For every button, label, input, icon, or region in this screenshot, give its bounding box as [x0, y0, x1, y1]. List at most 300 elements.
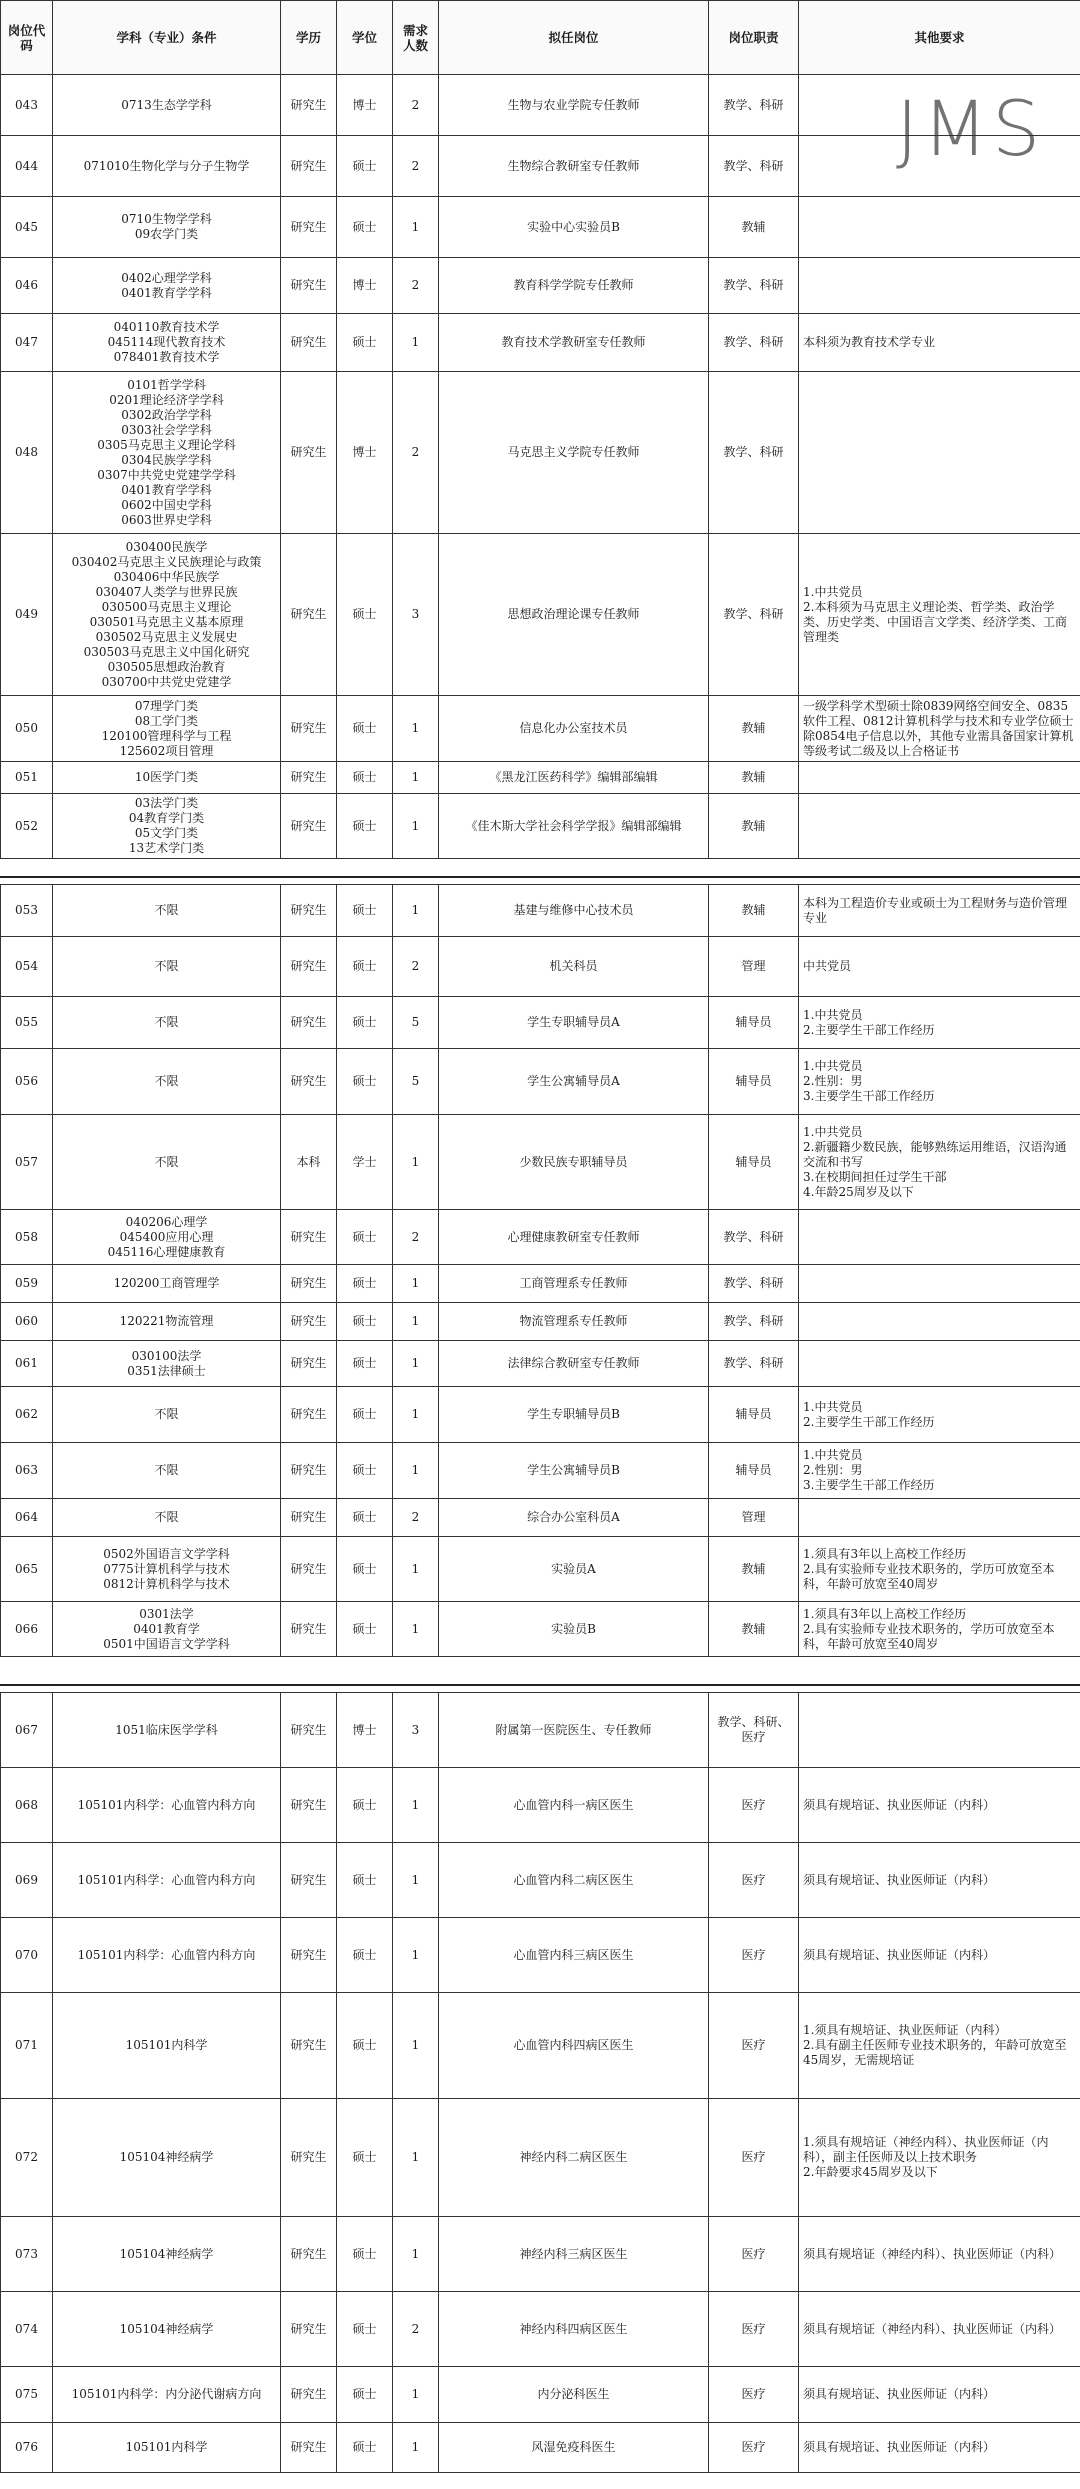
cell-education: 研究生	[281, 1499, 337, 1537]
cell-count: 3	[393, 1693, 439, 1768]
cell-degree: 硕士	[337, 534, 393, 696]
cell-code: 056	[1, 1049, 53, 1115]
cell-other: 1.须具有规培证（神经内科）、执业医师证（内科），副主任医师及以上技术职务 2.年龄要求45周岁及以下	[799, 2099, 1080, 2217]
table-row	[1, 885, 1080, 937]
cell-count: 2	[393, 1499, 439, 1537]
cell-code: 043	[1, 75, 53, 136]
cell-education: 研究生	[281, 2099, 337, 2217]
header-education: 学历	[281, 1, 337, 75]
cell-count: 2	[393, 372, 439, 534]
cell-degree: 硕士	[337, 937, 393, 997]
cell-duty: 辅导员	[709, 1115, 799, 1210]
cell-education: 研究生	[281, 997, 337, 1049]
cell-subject: 不限	[53, 1443, 281, 1499]
header-degree: 学位	[337, 1, 393, 75]
cell-duty: 教辅	[709, 696, 799, 762]
cell-count: 1	[393, 2367, 439, 2423]
table-row	[1, 372, 1080, 534]
table-section-3	[0, 1692, 1080, 2473]
cell-duty: 教辅	[709, 885, 799, 937]
cell-duty: 管理	[709, 937, 799, 997]
cell-subject: 040206心理学 045400应用心理 045116心理健康教育	[53, 1210, 281, 1265]
table-row	[1, 1993, 1080, 2099]
cell-code: 076	[1, 2423, 53, 2473]
cell-code: 047	[1, 314, 53, 372]
cell-count: 2	[393, 258, 439, 314]
cell-code: 064	[1, 1499, 53, 1537]
job-table-3	[0, 1692, 1080, 2473]
cell-other	[799, 1210, 1080, 1265]
cell-post: 信息化办公室技术员	[439, 696, 709, 762]
cell-degree: 硕士	[337, 1265, 393, 1303]
cell-degree: 硕士	[337, 1210, 393, 1265]
cell-other	[799, 136, 1080, 197]
cell-other: 1.须具有3年以上高校工作经历 2.具有实验师专业技术职务的，学历可放宽至本科，年龄可放宽至40周岁	[799, 1602, 1080, 1657]
cell-count: 1	[393, 1602, 439, 1657]
table-row	[1, 1499, 1080, 1537]
cell-degree: 硕士	[337, 794, 393, 859]
cell-other: 1.须具有规培证、执业医师证（内科） 2.具有副主任医师专业技术职务的，年龄可放宽至45周岁，无需规培证	[799, 1993, 1080, 2099]
cell-duty: 医疗	[709, 2367, 799, 2423]
cell-code: 068	[1, 1768, 53, 1843]
table-row	[1, 75, 1080, 136]
cell-degree: 硕士	[337, 696, 393, 762]
cell-education: 研究生	[281, 1265, 337, 1303]
cell-degree: 硕士	[337, 2099, 393, 2217]
cell-other	[799, 372, 1080, 534]
cell-degree: 硕士	[337, 197, 393, 258]
table-row	[1, 937, 1080, 997]
cell-other: 1.中共党员 2.新疆籍少数民族，能够熟练运用维语，汉语沟通交流和书写 3.在校期间担任过学生干部 4.年龄25周岁及以下	[799, 1115, 1080, 1210]
cell-subject: 105104神经病学	[53, 2292, 281, 2367]
cell-subject: 105101内科学：心血管内科方向	[53, 1918, 281, 1993]
cell-degree: 硕士	[337, 997, 393, 1049]
cell-code: 058	[1, 1210, 53, 1265]
cell-education: 研究生	[281, 1768, 337, 1843]
cell-subject: 105101内科学：心血管内科方向	[53, 1768, 281, 1843]
cell-degree: 硕士	[337, 2217, 393, 2292]
cell-degree: 硕士	[337, 2292, 393, 2367]
cell-duty: 医疗	[709, 1843, 799, 1918]
cell-other: 须具有规培证、执业医师证（内科）	[799, 1768, 1080, 1843]
cell-subject: 0502外国语言文学学科 0775计算机科学与技术 0812计算机科学与技术	[53, 1537, 281, 1602]
cell-other: 须具有规培证、执业医师证（内科）	[799, 1918, 1080, 1993]
cell-post: 学生专职辅导员B	[439, 1387, 709, 1443]
cell-subject: 不限	[53, 1387, 281, 1443]
cell-post: 风湿免疫科医生	[439, 2423, 709, 2473]
cell-post: 《黑龙江医药科学》编辑部编辑	[439, 762, 709, 794]
cell-duty: 辅导员	[709, 1387, 799, 1443]
cell-post: 神经内科三病区医生	[439, 2217, 709, 2292]
cell-post: 基建与维修中心技术员	[439, 885, 709, 937]
cell-degree: 硕士	[337, 1993, 393, 2099]
cell-code: 055	[1, 997, 53, 1049]
cell-code: 060	[1, 1303, 53, 1341]
table-row	[1, 1693, 1080, 1768]
cell-code: 053	[1, 885, 53, 937]
cell-other	[799, 762, 1080, 794]
cell-post: 教育科学学院专任教师	[439, 258, 709, 314]
table-row	[1, 1115, 1080, 1210]
cell-duty: 医疗	[709, 2292, 799, 2367]
cell-subject: 105104神经病学	[53, 2217, 281, 2292]
cell-degree: 硕士	[337, 1918, 393, 1993]
cell-duty: 教学、科研	[709, 75, 799, 136]
cell-count: 1	[393, 1265, 439, 1303]
cell-code: 066	[1, 1602, 53, 1657]
cell-code: 044	[1, 136, 53, 197]
table-row	[1, 1537, 1080, 1602]
cell-education: 本科	[281, 1115, 337, 1210]
cell-degree: 博士	[337, 372, 393, 534]
cell-code: 045	[1, 197, 53, 258]
cell-other: 本科须为教育技术学专业	[799, 314, 1080, 372]
table-row	[1, 534, 1080, 696]
cell-count: 1	[393, 1443, 439, 1499]
section-divider	[0, 876, 1080, 884]
cell-degree: 硕士	[337, 1303, 393, 1341]
cell-other	[799, 794, 1080, 859]
cell-post: 心血管内科二病区医生	[439, 1843, 709, 1918]
cell-other	[799, 1265, 1080, 1303]
cell-code: 057	[1, 1115, 53, 1210]
cell-other: 本科为工程造价专业或硕士为工程财务与造价管理专业	[799, 885, 1080, 937]
cell-subject: 0101哲学学科 0201理论经济学学科 0302政治学学科 0303社会学学科 0305马克思主义理论学科 0304民族学学科 0307中共党史党建学学科 0401教育学学科 0602中国史学科 0603世界史学科	[53, 372, 281, 534]
cell-code: 074	[1, 2292, 53, 2367]
table-row	[1, 197, 1080, 258]
cell-degree: 硕士	[337, 762, 393, 794]
cell-post: 生物与农业学院专任教师	[439, 75, 709, 136]
table-row	[1, 1602, 1080, 1657]
cell-post: 神经内科四病区医生	[439, 2292, 709, 2367]
cell-duty: 医疗	[709, 1918, 799, 1993]
cell-education: 研究生	[281, 762, 337, 794]
cell-count: 1	[393, 1918, 439, 1993]
cell-education: 研究生	[281, 1303, 337, 1341]
cell-subject: 0402心理学学科 0401教育学学科	[53, 258, 281, 314]
cell-degree: 硕士	[337, 2367, 393, 2423]
header-post: 拟任岗位	[439, 1, 709, 75]
cell-degree: 硕士	[337, 1843, 393, 1918]
cell-count: 5	[393, 1049, 439, 1115]
cell-degree: 硕士	[337, 885, 393, 937]
cell-code: 063	[1, 1443, 53, 1499]
cell-other	[799, 1693, 1080, 1768]
cell-education: 研究生	[281, 696, 337, 762]
header-duty: 岗位职责	[709, 1, 799, 75]
cell-code: 051	[1, 762, 53, 794]
cell-count: 2	[393, 937, 439, 997]
cell-education: 研究生	[281, 197, 337, 258]
cell-degree: 硕士	[337, 1387, 393, 1443]
cell-code: 072	[1, 2099, 53, 2217]
cell-subject: 0710生物学学科 09农学门类	[53, 197, 281, 258]
cell-post: 法律综合教研室专任教师	[439, 1341, 709, 1387]
cell-other	[799, 75, 1080, 136]
cell-duty: 医疗	[709, 2423, 799, 2473]
cell-subject: 105104神经病学	[53, 2099, 281, 2217]
table-section-1	[0, 0, 1080, 859]
cell-degree: 硕士	[337, 136, 393, 197]
cell-duty: 教辅	[709, 1602, 799, 1657]
cell-duty: 管理	[709, 1499, 799, 1537]
table-row	[1, 2292, 1080, 2367]
header-subject: 学科（专业）条件	[53, 1, 281, 75]
cell-subject: 03法学门类 04教育学门类 05文学门类 13艺术学门类	[53, 794, 281, 859]
cell-duty: 教学、科研	[709, 1303, 799, 1341]
cell-code: 062	[1, 1387, 53, 1443]
cell-count: 1	[393, 1303, 439, 1341]
cell-count: 1	[393, 1993, 439, 2099]
cell-subject: 10医学门类	[53, 762, 281, 794]
cell-education: 研究生	[281, 2367, 337, 2423]
cell-other	[799, 1341, 1080, 1387]
cell-subject: 030100法学 0351法律硕士	[53, 1341, 281, 1387]
cell-duty: 教学、科研	[709, 534, 799, 696]
cell-code: 054	[1, 937, 53, 997]
cell-education: 研究生	[281, 1843, 337, 1918]
table-row	[1, 1443, 1080, 1499]
cell-post: 教育技术学教研室专任教师	[439, 314, 709, 372]
cell-post: 实验员A	[439, 1537, 709, 1602]
cell-degree: 硕士	[337, 314, 393, 372]
cell-other: 一级学科学术型硕士除0839网络空间安全、0835软件工程、0812计算机科学与技术和专业学位硕士除0854电子信息以外，其他专业需具备国家计算机等级考试二级及以上合格证书	[799, 696, 1080, 762]
cell-other: 须具有规培证（神经内科）、执业医师证（内科）	[799, 2292, 1080, 2367]
cell-code: 067	[1, 1693, 53, 1768]
table-row	[1, 1768, 1080, 1843]
table-row	[1, 2099, 1080, 2217]
cell-duty: 教学、科研	[709, 1210, 799, 1265]
cell-subject: 不限	[53, 1499, 281, 1537]
cell-code: 048	[1, 372, 53, 534]
table-row	[1, 997, 1080, 1049]
header-other: 其他要求	[799, 1, 1080, 75]
table-row	[1, 1210, 1080, 1265]
cell-code: 061	[1, 1341, 53, 1387]
cell-count: 1	[393, 2423, 439, 2473]
table-row	[1, 2367, 1080, 2423]
cell-duty: 教辅	[709, 1537, 799, 1602]
cell-duty: 教辅	[709, 762, 799, 794]
table-row	[1, 1049, 1080, 1115]
cell-count: 1	[393, 314, 439, 372]
cell-degree: 硕士	[337, 1499, 393, 1537]
cell-post: 学生公寓辅导员B	[439, 1443, 709, 1499]
cell-duty: 医疗	[709, 2099, 799, 2217]
cell-duty: 辅导员	[709, 1049, 799, 1115]
cell-post: 内分泌科医生	[439, 2367, 709, 2423]
header-code: 岗位代码	[1, 1, 53, 75]
cell-count: 5	[393, 997, 439, 1049]
cell-other: 须具有规培证、执业医师证（内科）	[799, 2367, 1080, 2423]
cell-education: 研究生	[281, 1918, 337, 1993]
cell-degree: 博士	[337, 258, 393, 314]
cell-education: 研究生	[281, 1443, 337, 1499]
cell-degree: 硕士	[337, 1768, 393, 1843]
cell-subject: 0301法学 0401教育学 0501中国语言文学学科	[53, 1602, 281, 1657]
cell-education: 研究生	[281, 534, 337, 696]
cell-other: 须具有规培证（神经内科）、执业医师证（内科）	[799, 2217, 1080, 2292]
cell-duty: 辅导员	[709, 1443, 799, 1499]
cell-degree: 硕士	[337, 1049, 393, 1115]
cell-subject: 不限	[53, 997, 281, 1049]
cell-other: 1.中共党员 2.性别：男 3.主要学生干部工作经历	[799, 1443, 1080, 1499]
cell-education: 研究生	[281, 1049, 337, 1115]
table-row	[1, 696, 1080, 762]
cell-education: 研究生	[281, 1602, 337, 1657]
cell-other: 1.中共党员 2.主要学生干部工作经历	[799, 997, 1080, 1049]
cell-subject: 1051临床医学学科	[53, 1693, 281, 1768]
cell-education: 研究生	[281, 1387, 337, 1443]
cell-duty: 教学、科研	[709, 314, 799, 372]
cell-duty: 医疗	[709, 2217, 799, 2292]
cell-code: 075	[1, 2367, 53, 2423]
cell-count: 2	[393, 75, 439, 136]
cell-education: 研究生	[281, 794, 337, 859]
cell-other	[799, 197, 1080, 258]
cell-duty: 教辅	[709, 794, 799, 859]
cell-post: 思想政治理论课专任教师	[439, 534, 709, 696]
cell-post: 生物综合教研室专任教师	[439, 136, 709, 197]
cell-subject: 040110教育技术学 045114现代教育技术 078401教育技术学	[53, 314, 281, 372]
cell-other: 1.中共党员 2.性别：男 3.主要学生干部工作经历	[799, 1049, 1080, 1115]
cell-subject: 120221物流管理	[53, 1303, 281, 1341]
cell-post: 少数民族专职辅导员	[439, 1115, 709, 1210]
cell-post: 实验中心实验员B	[439, 197, 709, 258]
cell-count: 3	[393, 534, 439, 696]
cell-education: 研究生	[281, 75, 337, 136]
table-row	[1, 258, 1080, 314]
cell-education: 研究生	[281, 1210, 337, 1265]
cell-education: 研究生	[281, 372, 337, 534]
table-row	[1, 1387, 1080, 1443]
cell-post: 附属第一医院医生、专任教师	[439, 1693, 709, 1768]
table-row	[1, 1843, 1080, 1918]
table-row	[1, 1303, 1080, 1341]
cell-count: 1	[393, 794, 439, 859]
cell-subject: 105101内科学：心血管内科方向	[53, 1843, 281, 1918]
cell-degree: 学士	[337, 1115, 393, 1210]
cell-degree: 硕士	[337, 1341, 393, 1387]
cell-count: 1	[393, 2099, 439, 2217]
cell-count: 2	[393, 1210, 439, 1265]
cell-post: 工商管理系专任教师	[439, 1265, 709, 1303]
cell-post: 物流管理系专任教师	[439, 1303, 709, 1341]
cell-education: 研究生	[281, 1537, 337, 1602]
cell-duty: 医疗	[709, 1768, 799, 1843]
cell-count: 1	[393, 1115, 439, 1210]
cell-education: 研究生	[281, 136, 337, 197]
cell-subject: 不限	[53, 1115, 281, 1210]
watermark-logo: JMS	[896, 84, 1045, 173]
table-section-2	[0, 884, 1080, 1657]
cell-count: 2	[393, 2292, 439, 2367]
cell-count: 1	[393, 762, 439, 794]
cell-degree: 硕士	[337, 1602, 393, 1657]
cell-subject: 105101内科学	[53, 1993, 281, 2099]
cell-subject: 105101内科学：内分泌代谢病方向	[53, 2367, 281, 2423]
cell-education: 研究生	[281, 885, 337, 937]
cell-other: 1.须具有3年以上高校工作经历 2.具有实验师专业技术职务的，学历可放宽至本科，年龄可放宽至40周岁	[799, 1537, 1080, 1602]
cell-subject: 120200工商管理学	[53, 1265, 281, 1303]
cell-other: 1.中共党员 2.本科须为马克思主义理论类、哲学类、政治学类、历史学类、中国语言文学类、经济学类、工商管理类	[799, 534, 1080, 696]
cell-code: 071	[1, 1993, 53, 2099]
cell-code: 073	[1, 2217, 53, 2292]
table-row	[1, 1265, 1080, 1303]
cell-post: 心血管内科一病区医生	[439, 1768, 709, 1843]
cell-duty: 教学、科研	[709, 258, 799, 314]
cell-duty: 教学、科研	[709, 372, 799, 534]
cell-subject: 030400民族学 030402马克思主义民族理论与政策 030406中华民族学 030407人类学与世界民族 030500马克思主义理论 030501马克思主义基本原理 030502马克思主义发展史 030503马克思主义中国化研究 030505思想政治教育 030700中共党史党建学	[53, 534, 281, 696]
cell-education: 研究生	[281, 1341, 337, 1387]
cell-duty: 医疗	[709, 1993, 799, 2099]
cell-count: 1	[393, 1843, 439, 1918]
cell-education: 研究生	[281, 937, 337, 997]
table-row	[1, 1918, 1080, 1993]
cell-education: 研究生	[281, 2217, 337, 2292]
cell-degree: 博士	[337, 75, 393, 136]
cell-other: 中共党员	[799, 937, 1080, 997]
cell-post: 神经内科二病区医生	[439, 2099, 709, 2217]
table-row	[1, 762, 1080, 794]
cell-code: 049	[1, 534, 53, 696]
cell-code: 059	[1, 1265, 53, 1303]
job-table-2	[0, 884, 1080, 1657]
cell-duty: 教学、科研、医疗	[709, 1693, 799, 1768]
cell-count: 1	[393, 696, 439, 762]
cell-other: 须具有规培证、执业医师证（内科）	[799, 2423, 1080, 2473]
cell-subject: 071010生物化学与分子生物学	[53, 136, 281, 197]
cell-education: 研究生	[281, 314, 337, 372]
table-header-row	[1, 1, 1080, 75]
cell-education: 研究生	[281, 2292, 337, 2367]
cell-code: 065	[1, 1537, 53, 1602]
cell-degree: 硕士	[337, 2423, 393, 2473]
cell-degree: 硕士	[337, 1537, 393, 1602]
cell-post: 学生公寓辅导员A	[439, 1049, 709, 1115]
cell-duty: 教学、科研	[709, 1341, 799, 1387]
header-count: 需求人数	[393, 1, 439, 75]
cell-count: 2	[393, 136, 439, 197]
table-row	[1, 136, 1080, 197]
cell-duty: 辅导员	[709, 997, 799, 1049]
cell-post: 实验员B	[439, 1602, 709, 1657]
cell-code: 046	[1, 258, 53, 314]
cell-degree: 博士	[337, 1693, 393, 1768]
cell-education: 研究生	[281, 258, 337, 314]
cell-count: 1	[393, 1387, 439, 1443]
job-table-1	[0, 0, 1080, 859]
section-divider	[0, 1684, 1080, 1692]
cell-code: 052	[1, 794, 53, 859]
cell-subject: 0713生态学学科	[53, 75, 281, 136]
cell-post: 机关科员	[439, 937, 709, 997]
cell-other: 1.中共党员 2.主要学生干部工作经历	[799, 1387, 1080, 1443]
cell-other: 须具有规培证、执业医师证（内科）	[799, 1843, 1080, 1918]
table-row	[1, 2217, 1080, 2292]
cell-count: 1	[393, 1341, 439, 1387]
cell-code: 050	[1, 696, 53, 762]
cell-post: 心血管内科三病区医生	[439, 1918, 709, 1993]
cell-post: 心血管内科四病区医生	[439, 1993, 709, 2099]
cell-duty: 教学、科研	[709, 136, 799, 197]
cell-subject: 07理学门类 08工学门类 120100管理科学与工程 125602项目管理	[53, 696, 281, 762]
cell-post: 马克思主义学院专任教师	[439, 372, 709, 534]
cell-count: 1	[393, 885, 439, 937]
cell-post: 《佳木斯大学社会科学学报》编辑部编辑	[439, 794, 709, 859]
cell-duty: 教学、科研	[709, 1265, 799, 1303]
cell-post: 综合办公室科员A	[439, 1499, 709, 1537]
